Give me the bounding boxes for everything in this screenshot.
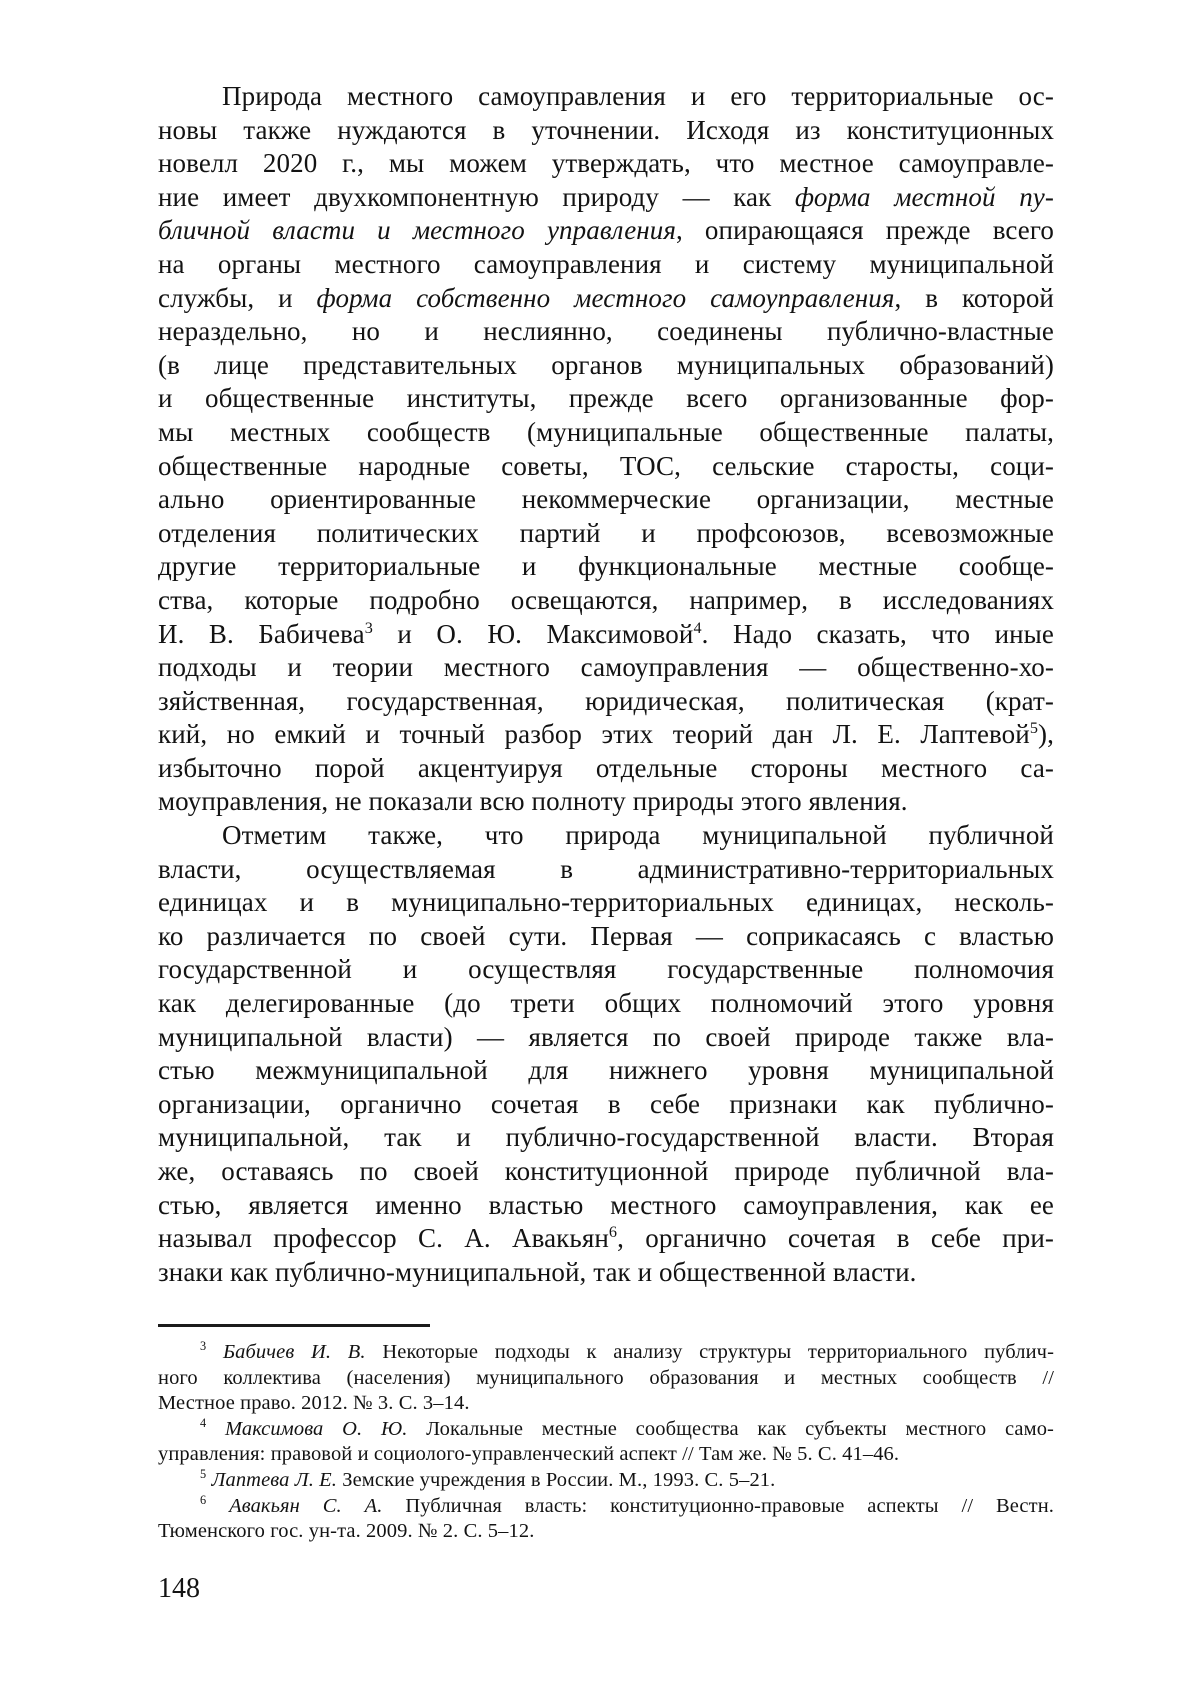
text-segment: Отметим также, что природа муниципальной публичной <box>222 820 1054 851</box>
text-segment: ), <box>1038 719 1054 750</box>
text-line <box>158 1021 1054 1055</box>
text-segment: Местное право. 2012. № 3. С. 3–14. <box>158 1392 470 1415</box>
text-segment <box>206 1418 225 1440</box>
text-segment: Локальные местные сообщества как субъекты местного само- <box>407 1417 1054 1440</box>
text-segment: стью межмуниципальной для нижнего уровня муниципальной <box>158 1055 1054 1086</box>
text-segment: ко различается по своей сути. Первая — соприкасаясь с властью <box>158 920 1054 951</box>
footnote-ref: 3 <box>364 618 373 637</box>
text-line <box>158 651 1054 685</box>
text-line <box>158 1189 1054 1223</box>
text-segment: , в которой <box>894 282 1054 313</box>
text-line <box>158 1468 1054 1494</box>
text-line <box>158 584 1054 618</box>
footnote-marker: 6 <box>200 1492 207 1507</box>
text-segment: , опирающаяся прежде всего <box>676 215 1054 246</box>
text-line <box>158 517 1054 551</box>
text-line <box>158 80 1054 114</box>
text-line <box>158 1417 1054 1443</box>
text-segment: моуправления, не показали всю полноту природы этого явления. <box>158 786 908 817</box>
text-line <box>158 181 1054 215</box>
text-line <box>158 1340 1054 1366</box>
text-segment: Тюменского гос. ун-та. 2009. № 2. С. 5–12. <box>158 1520 535 1543</box>
text-segment: знаки как публично-муниципальной, так и общественной власти. <box>158 1256 917 1287</box>
text-line <box>158 1121 1054 1155</box>
text-line <box>158 920 1054 954</box>
text-segment: общественные народные советы, ТОС, сельские старосты, соци- <box>158 450 1054 481</box>
text-line <box>158 1155 1054 1189</box>
text-segment <box>206 1495 229 1517</box>
text-line <box>158 248 1054 282</box>
text-segment: называл профессор С. А. Авакьян <box>158 1223 609 1254</box>
text-line <box>158 114 1054 148</box>
page-number: 148 <box>158 1573 200 1604</box>
text-line <box>158 214 1054 248</box>
text-segment: единицах и в муниципально-территориальных единицах, несколь- <box>158 887 1054 918</box>
text-segment: службы, и <box>158 282 317 313</box>
text-segment: управления: правовой и социолого-управленческий аспект // Там же. № 5. С. 41–46. <box>158 1443 900 1466</box>
text-segment: , органично сочетая в себе при- <box>617 1223 1054 1254</box>
text-segment: и О. Ю. Максимовой <box>372 618 694 649</box>
text-segment: государственной и осуществляя государственные полномочия <box>158 954 1054 985</box>
text-segment: бличной власти и местного управления <box>158 215 677 246</box>
text-segment: зяйственная, государственная, юридическая, политическая (крат- <box>158 685 1054 716</box>
text-segment: отделения политических партий и профсоюзов, всевозможные <box>158 517 1054 548</box>
text-segment: на органы местного самоуправления и систему муниципальной <box>158 248 1054 279</box>
text-segment: Земские учреждения в России. М., 1993. С. 5–21. <box>337 1468 776 1491</box>
text-line <box>158 1256 1054 1290</box>
footnote-ref: 4 <box>693 618 702 637</box>
footnotes-text <box>158 1340 1054 1545</box>
text-line <box>158 147 1054 181</box>
text-segment: другие территориальные и функциональные местные сообще- <box>158 551 1054 582</box>
text-segment: Максимова О. Ю. <box>224 1417 408 1440</box>
text-segment: Авакьян С. А. <box>229 1494 383 1517</box>
text-line <box>158 618 1054 652</box>
text-line <box>158 349 1054 383</box>
text-line <box>158 1494 1054 1520</box>
text-segment: ного коллектива (населения) муниципального образования и местных сообществ // <box>158 1366 1054 1389</box>
text-segment: стью, является именно властью местного самоуправления, как ее <box>158 1189 1054 1220</box>
text-segment: Публичная власть: конституционно-правовые аспекты // Вестн. <box>382 1494 1054 1517</box>
text-segment: И. В. Бабичева <box>158 618 365 649</box>
text-segment: форма местной пу- <box>794 181 1054 212</box>
text-segment: ства, которые подробно освещаются, например, в исследованиях <box>158 584 1054 615</box>
text-line <box>158 450 1054 484</box>
text-segment: же, оставаясь по своей конституционной природе публичной вла- <box>158 1156 1054 1186</box>
text-line <box>158 1054 1054 1088</box>
text-line <box>158 718 1054 752</box>
text-line <box>158 483 1054 517</box>
main-text <box>158 80 1054 1289</box>
text-segment: . Надо сказать, что иные <box>701 618 1054 649</box>
text-line <box>158 953 1054 987</box>
text-segment: как делегированные (до трети общих полномочий этого уровня <box>158 988 1054 1019</box>
text-segment: организации, органично сочетая в себе признаки как публично- <box>158 1088 1054 1119</box>
text-line <box>158 785 1054 819</box>
text-segment: мы местных сообществ (муниципальные общественные палаты, <box>158 416 1054 447</box>
text-segment: муниципальной, так и публично-государственной власти. Вторая <box>158 1122 1054 1153</box>
text-segment: избыточно порой акцентуируя отдельные стороны местного са- <box>158 752 1054 783</box>
text-line <box>158 752 1054 786</box>
text-line <box>158 315 1054 349</box>
text-segment: Некоторые подходы к анализу структуры территориального публич- <box>365 1341 1054 1363</box>
text-segment: муниципальной власти) — является по своей природе также вла- <box>158 1021 1054 1052</box>
text-segment: нераздельно, но и неслиянно, соединены публично-властные <box>158 316 1054 347</box>
footnote-marker: 4 <box>200 1415 207 1430</box>
text-segment <box>206 1341 223 1363</box>
text-segment: власти, осуществляемая в административно-территориальных <box>158 853 1054 884</box>
footnote-ref: 5 <box>1029 719 1039 738</box>
text-line <box>158 1391 1054 1417</box>
text-segment: Бабичев И. В. <box>222 1341 366 1363</box>
text-line <box>158 685 1054 719</box>
text-line <box>158 550 1054 584</box>
text-line <box>158 1088 1054 1122</box>
footnote-marker: 3 <box>200 1339 207 1354</box>
text-line <box>158 1442 1054 1468</box>
text-line <box>158 1519 1054 1545</box>
text-line <box>158 987 1054 1021</box>
text-segment: Природа местного самоуправления и его территориальные ос- <box>222 81 1054 111</box>
text-segment: и общественные институты, прежде всего организованные фор- <box>158 383 1054 414</box>
text-line <box>158 282 1054 316</box>
text-segment: ально ориентированные некоммерческие организации, местные <box>158 484 1054 515</box>
text-segment: новы также нуждаются в уточнении. Исходя из конституционных <box>158 114 1054 145</box>
footnote-marker: 5 <box>200 1467 207 1482</box>
text-segment: (в лице представительных органов муниципальных образований) <box>158 349 1054 380</box>
footnote-divider <box>158 1324 430 1327</box>
text-line <box>158 1222 1054 1256</box>
text-segment: новелл 2020 г., мы можем утверждать, что местное самоуправле- <box>158 148 1054 179</box>
text-line <box>158 853 1054 887</box>
text-segment: ние имеет двухкомпонентную природу — как <box>158 181 795 212</box>
text-line <box>158 416 1054 450</box>
text-segment: подходы и теории местного самоуправления — общественно-хо- <box>158 652 1054 683</box>
text-segment: Лаптева Л. Е. <box>211 1468 337 1491</box>
text-line <box>158 382 1054 416</box>
text-segment: кий, но емкий и точный разбор этих теорий дан Л. Е. Лаптевой <box>158 719 1030 750</box>
text-line <box>158 886 1054 920</box>
text-line <box>158 1366 1054 1392</box>
footnote-ref: 6 <box>608 1223 618 1242</box>
text-line <box>158 819 1054 853</box>
text-segment: форма собственно местного самоуправления <box>316 282 895 313</box>
